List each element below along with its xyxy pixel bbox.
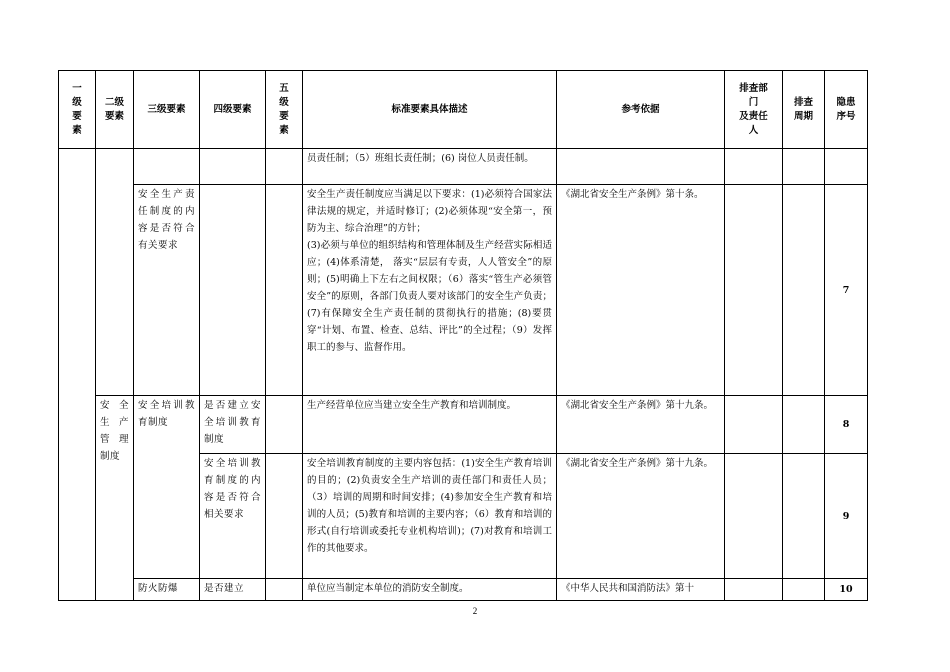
header-row — [59, 71, 868, 149]
level1-cell — [59, 149, 96, 601]
table-row — [59, 185, 868, 396]
header-level1: 一 级 要 素 — [59, 71, 96, 149]
level4-cell — [200, 185, 266, 396]
level3-cell: 安全培训教育制度 — [134, 396, 200, 579]
page-number: 2 — [472, 606, 478, 616]
level2-cell: 安全生产管理制度 — [96, 396, 134, 601]
reference-cell — [557, 149, 725, 185]
level4-cell: 是否建立安全培训教育制度 — [200, 396, 266, 454]
safety-standard-table — [58, 70, 868, 601]
level2-cell — [96, 149, 134, 396]
level5-cell — [266, 454, 303, 579]
level3-cell — [134, 149, 200, 185]
level5-cell — [266, 185, 303, 396]
hazard-no-cell: 10 — [825, 579, 868, 601]
reference-cell: 《中华人民共和国消防法》第十 — [557, 579, 725, 601]
period-cell — [783, 579, 825, 601]
hazard-no-cell: 9 — [825, 454, 868, 579]
hazard-no-cell: 7 — [825, 185, 868, 396]
table-row — [59, 149, 868, 185]
header-level3: 三级要素 — [134, 71, 200, 149]
level3-cell: 安全生产责任制度的内容是否符合有关要求 — [134, 185, 200, 396]
department-cell — [725, 396, 783, 454]
level4-cell: 是否建立 — [200, 579, 266, 601]
department-cell — [725, 185, 783, 396]
description-cell: 安全生产责任制度应当满足以下要求：(1)必须符合国家法律法规的规定，并适时修订；(2)必须体现“安全第一，预防为主、综合治理”的方针； (3)必须与单位的组织结构和管理体制及生产经营实际相适应；(4)体系清楚， 落实“层层有专责，人人管安全”的原则；(5)明确上下左右之间权限；（6）落实“管生产必须管安全”的原则，各部门负责人要对该部门的安全生产负责；(7)有保障安全生产责任制的贯彻执行的措施；(8)要贯穿“计划、布置、检查、总结、评比”的全过程；（9）发挥职工的参与、监督作用。 — [303, 185, 557, 396]
period-cell — [783, 454, 825, 579]
header-department: 排查部 门 及责任 人 — [725, 71, 783, 149]
level3-cell: 防火防爆 — [134, 579, 200, 601]
period-cell — [783, 185, 825, 396]
description-cell: 安全培训教育制度的主要内容包括：(1)安全生产教育培训的目的；(2)负责安全生产培训的责任部门和责任人员；（3）培训的周期和时间安排；(4)参加安全生产教育和培训的人员；(5)教育和培训的主要内容；（6）教育和培训的形式(自行培训或委托专业机构培训)；(7)对教育和培训工作的其他要求。 — [303, 454, 557, 579]
header-level5: 五 级 要 素 — [266, 71, 303, 149]
header-hazard-no: 隐患 序号 — [825, 71, 868, 149]
table-row — [59, 396, 868, 454]
reference-cell: 《湖北省安全生产条例》第十九条。 — [557, 396, 725, 454]
level4-cell — [200, 149, 266, 185]
header-period: 排查 周期 — [783, 71, 825, 149]
header-reference: 参考依据 — [557, 71, 725, 149]
reference-cell: 《湖北省安全生产条例》第十九条。 — [557, 454, 725, 579]
header-level4: 四级要素 — [200, 71, 266, 149]
period-cell — [783, 149, 825, 185]
period-cell — [783, 396, 825, 454]
level4-cell: 安全培训教育制度的内容是否符合相关要求 — [200, 454, 266, 579]
header-description: 标准要素具体描述 — [303, 71, 557, 149]
reference-cell: 《湖北省安全生产条例》第十条。 — [557, 185, 725, 396]
header-level2: 二级 要素 — [96, 71, 134, 149]
department-cell — [725, 579, 783, 601]
hazard-no-cell: 8 — [825, 396, 868, 454]
description-cell: 生产经营单位应当建立安全生产教育和培训制度。 — [303, 396, 557, 454]
description-cell: 员责任制；（5）班组长责任制；(6) 岗位人员责任制。 — [303, 149, 557, 185]
level5-cell — [266, 396, 303, 454]
description-cell: 单位应当制定本单位的消防安全制度。 — [303, 579, 557, 601]
department-cell — [725, 149, 783, 185]
hazard-no-cell — [825, 149, 868, 185]
level5-cell — [266, 579, 303, 601]
department-cell — [725, 454, 783, 579]
table-row — [59, 579, 868, 601]
level5-cell — [266, 149, 303, 185]
